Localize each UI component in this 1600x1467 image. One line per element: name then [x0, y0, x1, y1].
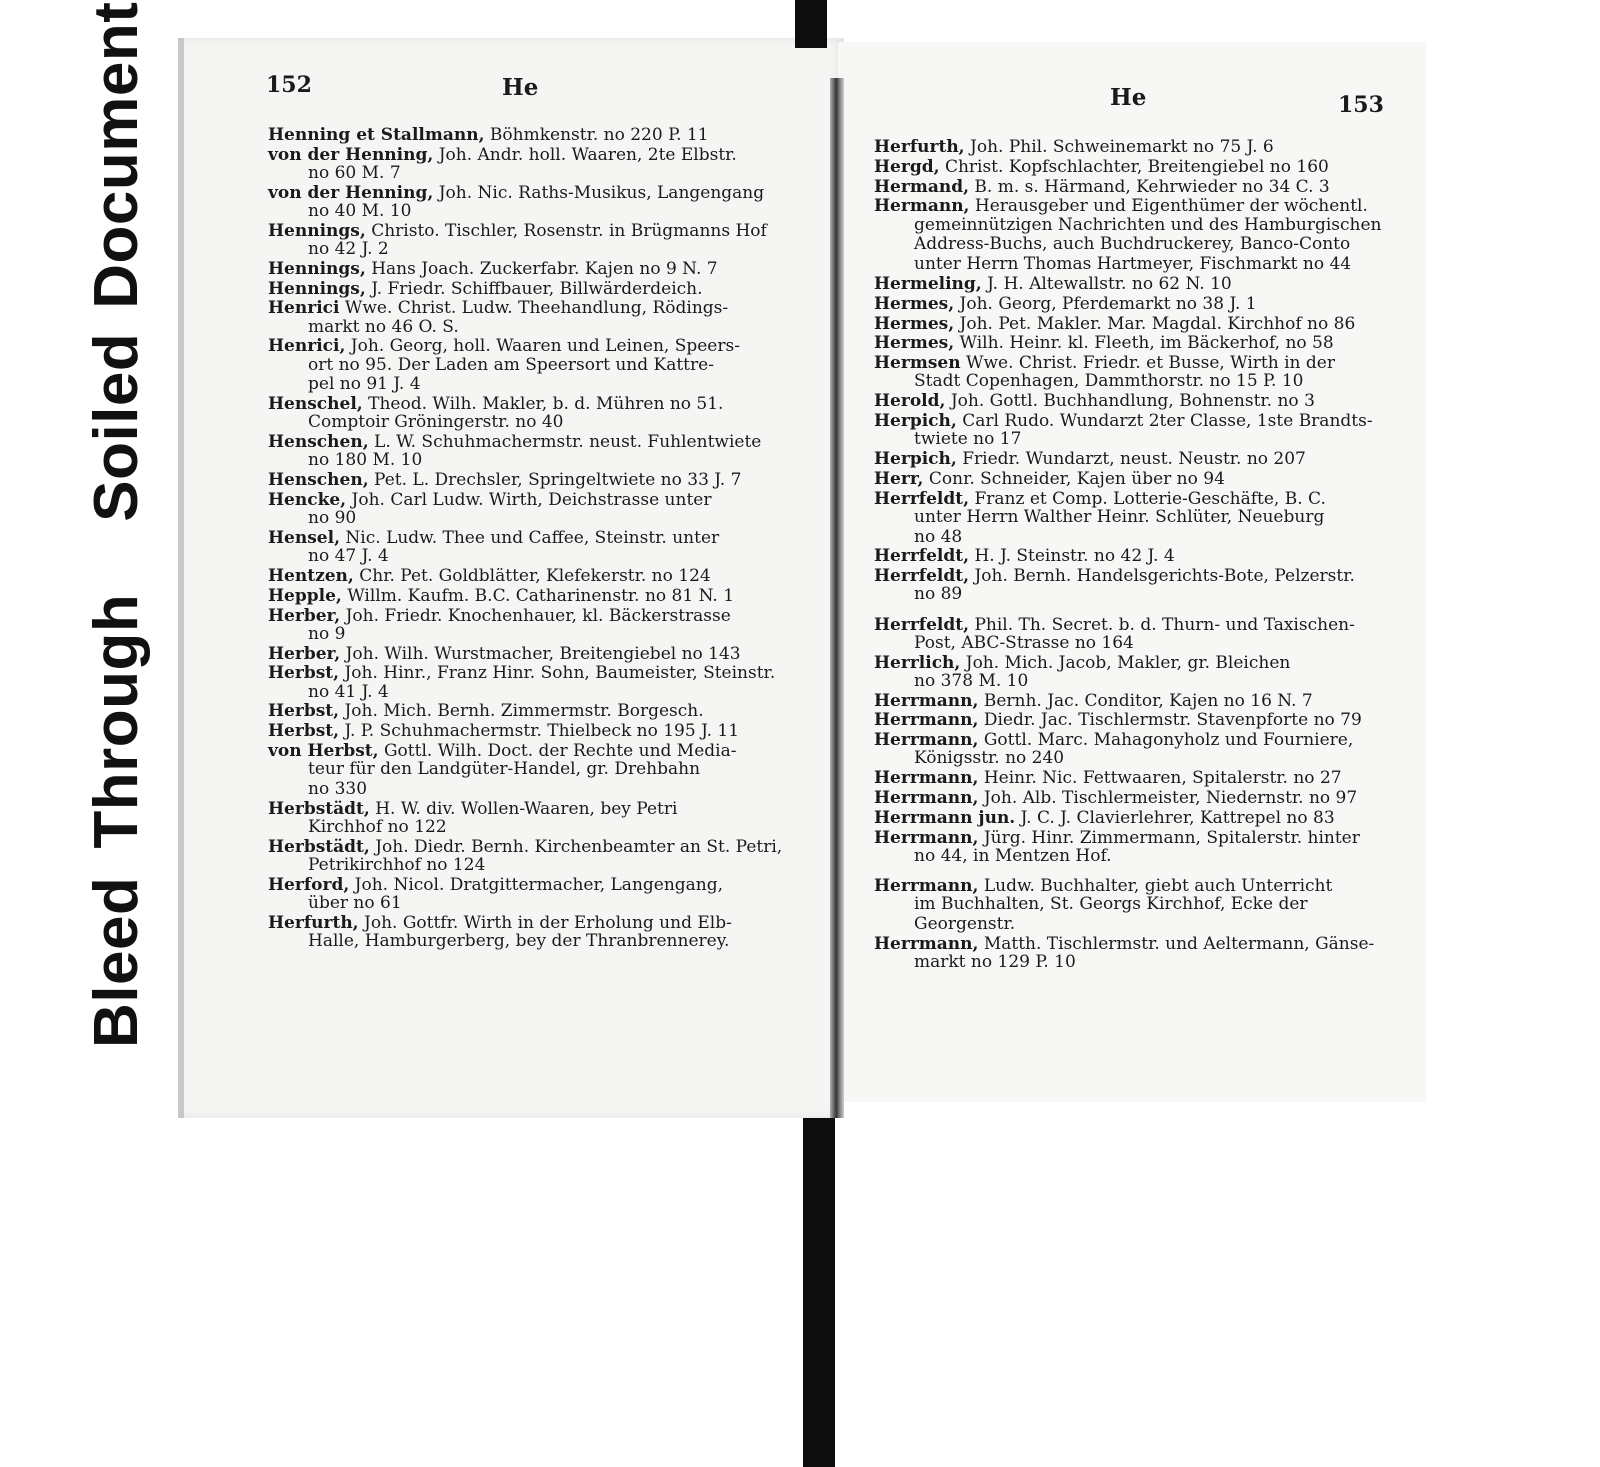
entry-line: [874, 470, 1394, 488]
entry-line: [268, 876, 828, 894]
binding-strip-top: [795, 0, 827, 48]
entry-line: [874, 616, 1394, 634]
entry-line: [874, 654, 1394, 672]
directory-entry: [874, 275, 1394, 293]
entry-text: J. P. Schuhmachermstr. Thielbeck no 195 J. 11: [344, 721, 740, 742]
entry-text: Joh. Alb. Tischlermeister, Niedernstr. no 97: [983, 787, 1358, 808]
entry-name: Herold,: [874, 391, 946, 412]
directory-entry: [268, 375, 828, 393]
entry-text: Joh. Georg, holl. Waaren und Leinen, Speers-: [350, 336, 740, 357]
entry-name: Herber,: [268, 605, 341, 626]
directory-entry: [874, 334, 1394, 352]
entry-line: [874, 412, 1394, 430]
directory-entry: [268, 184, 828, 220]
entry-text: Christo. Tischler, Rosenstr. in Brügmanns Hof: [371, 220, 767, 241]
entry-line: [268, 299, 828, 317]
entry-name: Herrmann,: [874, 690, 979, 711]
entry-name: Herbstädt,: [268, 836, 370, 857]
entry-continuation: no 60 M. 7: [308, 163, 401, 183]
directory-entry: [874, 158, 1394, 176]
directory-entry: [874, 255, 1394, 273]
entry-line: [874, 809, 1394, 827]
entry-name: Herrfeldt,: [874, 546, 970, 567]
entry-text: Phil. Th. Secret. b. d. Thurn- und Taxischen-: [974, 614, 1355, 635]
label-word: Soiled: [82, 332, 151, 522]
directory-entry: [874, 547, 1394, 565]
entry-line: [874, 877, 1394, 895]
entry-continuation: markt no 129 P. 10: [914, 951, 1076, 972]
directory-entry: [268, 664, 828, 700]
entry-text: Joh. Carl Ludw. Wirth, Deichstrasse unter: [351, 489, 712, 510]
entry-name: Hennings,: [268, 278, 366, 299]
directory-entry: [268, 337, 828, 373]
directory-entry: [268, 645, 828, 663]
entry-line: [268, 838, 828, 856]
entry-name: Herrmann,: [874, 730, 979, 751]
entry-line: [268, 184, 828, 202]
entry-continuation: gemeinnützigen Nachrichten und des Hamburgischen: [914, 214, 1382, 235]
entry-text: Joh. Nicol. Dratgittermacher, Langengang,: [354, 874, 724, 895]
document-label-strip: [62, 1, 172, 1060]
entry-continuation: no 90: [308, 508, 357, 529]
directory-entry: [268, 471, 828, 489]
entry-text: Joh. Hinr., Franz Hinr. Sohn, Baumeister, Steinstr.: [344, 663, 776, 684]
running-head: He: [1110, 84, 1147, 111]
entry-continuation: no 9: [308, 623, 346, 644]
entry-line: [268, 260, 828, 278]
directory-entry: [874, 470, 1394, 488]
directory-entry: [268, 876, 828, 912]
entry-continuation: Georgenstr.: [914, 913, 1016, 934]
entry-line: [874, 392, 1394, 410]
directory-entry: [268, 222, 828, 258]
directory-entry: [874, 490, 1394, 526]
directory-entry: [268, 529, 828, 565]
entry-continuation: Königsstr. no 240: [914, 748, 1065, 769]
entry-line: [268, 722, 828, 740]
entry-list: [874, 138, 1394, 973]
entry-text: Pet. L. Drechsler, Springeltwiete no 33 J. 7: [374, 470, 742, 491]
directory-entry: [874, 450, 1394, 468]
entry-text: Joh. Pet. Makler. Mar. Magdal. Kirchhof no 86: [959, 313, 1356, 334]
directory-entry: [874, 354, 1394, 390]
entry-text: Conr. Schneider, Kajen über no 94: [928, 468, 1225, 489]
entry-list: [268, 126, 828, 952]
entry-text: Joh. Nic. Raths-Musikus, Langengang: [438, 182, 765, 203]
entry-text: Joh. Georg, Pferdemarkt no 38 J. 1: [959, 293, 1257, 314]
entry-text: Christ. Kopfschlachter, Breitengiebel no 160: [944, 156, 1329, 177]
entry-line: [874, 567, 1394, 585]
entry-line: [268, 645, 828, 663]
binding-strip-bottom: [803, 1118, 835, 1467]
entry-line: [268, 337, 828, 355]
directory-entry: [268, 395, 828, 431]
open-book: [178, 38, 1414, 1118]
entry-name: Herrlich,: [874, 652, 961, 673]
directory-entry: [874, 769, 1394, 787]
entry-name: von Herbst,: [268, 740, 379, 761]
entry-line: [268, 126, 828, 144]
entry-continuation: teur für den Landgüter-Handel, gr. Drehbahn: [308, 759, 701, 780]
directory-entry: [874, 915, 1394, 933]
label-word: Through: [82, 593, 151, 849]
entry-continuation: pel no 91 J. 4: [308, 374, 421, 395]
entry-name: Hermsen: [874, 353, 961, 374]
entry-name: Herrfeldt,: [874, 488, 970, 509]
entry-line: [268, 587, 828, 605]
directory-entry: [268, 299, 828, 335]
entry-text: Nic. Ludw. Thee und Caffee, Steinstr. unter: [345, 527, 720, 548]
entry-line: [268, 433, 828, 451]
entry-line: [268, 395, 828, 413]
directory-entry: [268, 491, 828, 527]
entry-line: [268, 491, 828, 509]
entry-name: Henrici: [268, 298, 340, 319]
entry-text: Joh. Bernh. Handelsgerichts-Bote, Pelzerstr.: [974, 566, 1355, 587]
entry-text: Matth. Tischlermstr. und Aeltermann, Gänse-: [983, 933, 1375, 954]
entry-name: Herpich,: [874, 448, 957, 469]
directory-entry: [874, 178, 1394, 196]
entry-name: Henning et Stallmann,: [268, 125, 485, 145]
entry-line: [268, 702, 828, 720]
entry-continuation: Address-Buchs, auch Buchdruckerey, Banco-Conto: [914, 234, 1351, 255]
entry-continuation: unter Herrn Thomas Hartmeyer, Fischmarkt no 44: [914, 254, 1352, 275]
entry-continuation: no 42 J. 2: [308, 239, 389, 259]
directory-entry: [268, 914, 828, 950]
directory-entry: [874, 935, 1394, 971]
directory-entry: [268, 780, 828, 798]
directory-entry: [874, 528, 1394, 546]
entry-text: Joh. Wilh. Wurstmacher, Breitengiebel no 143: [345, 643, 741, 664]
entry-text: Franz et Comp. Lotterie-Geschäfte, B. C.: [974, 488, 1326, 509]
entry-text: H. J. Steinstr. no 42 J. 4: [974, 546, 1175, 567]
entry-line: [268, 529, 828, 547]
entry-text: Gottl. Marc. Mahagonyholz und Fourniere,: [983, 730, 1354, 751]
entry-name: Hencke,: [268, 489, 347, 510]
entry-name: Hermeling,: [874, 273, 982, 294]
entry-name: Henrici,: [268, 336, 346, 357]
entry-text: Theod. Wilh. Makler, b. d. Mühren no 51.: [368, 394, 724, 415]
entry-text: Herausgeber und Eigenthümer der wöchentl.: [974, 196, 1368, 217]
entry-name: Herber,: [268, 643, 341, 664]
entry-continuation: Halle, Hamburgerberg, bey der Thranbrennerey.: [308, 930, 730, 951]
entry-name: Herrmann,: [874, 787, 979, 808]
directory-entry: [874, 789, 1394, 807]
entry-line: [874, 731, 1394, 749]
entry-text: Carl Rudo. Wundarzt 2ter Classe, 1ste Brandts-: [962, 410, 1373, 431]
entry-name: Herfurth,: [268, 912, 359, 933]
running-head: He: [502, 74, 539, 101]
label-word: Bleed: [82, 876, 151, 1048]
entry-name: Hepple,: [268, 585, 342, 606]
entry-name: Herford,: [268, 874, 350, 895]
entry-line: [874, 547, 1394, 565]
entry-line: [268, 280, 828, 298]
entry-name: Henschen,: [268, 432, 369, 453]
entry-text: Wilh. Heinr. kl. Fleeth, im Bäckerhof, no 58: [959, 333, 1334, 354]
entry-name: Hergd,: [874, 156, 940, 177]
entry-continuation: Kirchhof no 122: [308, 816, 447, 837]
entry-text: Joh. Andr. holl. Waaren, 2te Elbstr.: [438, 144, 737, 165]
entry-text: Joh. Gottl. Buchhandlung, Bohnenstr. no 3: [950, 391, 1315, 412]
entry-line: [268, 914, 828, 932]
directory-entry: [874, 809, 1394, 827]
entry-text: H. W. div. Wollen-Waaren, bey Petri: [375, 798, 678, 819]
entry-text: J. H. Altewallstr. no 62 N. 10: [987, 273, 1232, 294]
entry-name: Herrmann,: [874, 768, 979, 789]
directory-entry: [874, 616, 1394, 652]
right-page: [838, 42, 1426, 1102]
entry-name: Hentzen,: [268, 565, 354, 586]
entry-name: von der Henning,: [268, 182, 434, 203]
entry-continuation: no 44, in Mentzen Hof.: [914, 845, 1112, 866]
directory-entry: [874, 235, 1394, 253]
entry-name: Herbst,: [268, 721, 340, 742]
entry-continuation: no 48: [914, 526, 963, 547]
entry-text: Wwe. Christ. Friedr. et Busse, Wirth in der: [965, 353, 1335, 374]
entry-name: Herr,: [874, 468, 924, 489]
entry-text: J. Friedr. Schiffbauer, Billwärderdeich.: [371, 278, 703, 299]
entry-line: [874, 769, 1394, 787]
directory-entry: [268, 742, 828, 778]
entry-line: [874, 450, 1394, 468]
directory-entry: [268, 607, 828, 643]
entry-line: [874, 138, 1394, 156]
directory-entry: [268, 702, 828, 720]
entry-text: Joh. Gottfr. Wirth in der Erholung und Elb-: [364, 912, 732, 933]
entry-name: Hermes,: [874, 333, 955, 354]
entry-text: Ludw. Buchhalter, giebt auch Unterricht: [983, 875, 1333, 896]
entry-continuation: Post, ABC-Strasse no 164: [914, 632, 1134, 653]
entry-continuation: no 180 M. 10: [308, 450, 423, 471]
entry-name: Hennings,: [268, 258, 366, 279]
directory-entry: [268, 433, 828, 469]
entry-line: [268, 800, 828, 818]
directory-entry: [268, 567, 828, 585]
entry-line: [874, 158, 1394, 176]
entry-name: Hennings,: [268, 220, 366, 241]
entry-name: Herrmann,: [874, 875, 979, 896]
entry-text: Böhmkenstr. no 220 P. 11: [489, 125, 709, 145]
entry-name: Hermann,: [874, 196, 970, 217]
entry-name: Herrmann,: [874, 933, 979, 954]
entry-name: Herpich,: [874, 410, 957, 431]
entry-line: [268, 742, 828, 760]
entry-line: [874, 490, 1394, 508]
entry-line: [874, 334, 1394, 352]
entry-text: Joh. Mich. Bernh. Zimmermstr. Borgesch.: [344, 701, 704, 722]
entry-name: Henschel,: [268, 394, 363, 415]
directory-entry: [874, 315, 1394, 333]
directory-entry: [268, 280, 828, 298]
directory-entry: [874, 138, 1394, 156]
entry-line: [874, 197, 1394, 215]
entry-name: Herfurth,: [874, 137, 965, 157]
entry-continuation: im Buchhalten, St. Georgs Kirchhof, Ecke der: [914, 894, 1308, 915]
entry-continuation: ort no 95. Der Laden am Speersort und Kattre-: [308, 354, 714, 375]
entry-text: Joh. Mich. Jacob, Makler, gr. Bleichen: [965, 652, 1291, 673]
entry-name: Herbst,: [268, 663, 340, 684]
entry-line: [874, 315, 1394, 333]
directory-entry: [268, 838, 828, 874]
entry-line: [874, 354, 1394, 372]
entry-continuation: Petrikirchhof no 124: [308, 854, 486, 875]
entry-continuation: no 47 J. 4: [308, 546, 389, 567]
entry-continuation: über no 61: [308, 892, 402, 913]
entry-line: [268, 471, 828, 489]
entry-name: Herrfeldt,: [874, 614, 970, 635]
entry-line: [268, 222, 828, 240]
entry-line: [268, 567, 828, 585]
entry-name: Hermes,: [874, 313, 955, 334]
entry-name: Hermand,: [874, 176, 970, 197]
entry-line: [268, 146, 828, 164]
directory-entry: [874, 412, 1394, 448]
entry-text: Bernh. Jac. Conditor, Kajen no 16 N. 7: [983, 690, 1313, 711]
directory-entry: [874, 392, 1394, 410]
entry-name: Hermes,: [874, 293, 955, 314]
entry-continuation: no 330: [308, 778, 368, 799]
directory-entry: [268, 126, 828, 144]
entry-text: Jürg. Hinr. Zimmermann, Spitalerstr. hinter: [983, 827, 1360, 848]
directory-entry: [268, 722, 828, 740]
entry-text: Hans Joach. Zuckerfabr. Kajen no 9 N. 7: [371, 258, 718, 279]
entry-name: Herrmann,: [874, 710, 979, 731]
page-number: 152: [266, 72, 312, 98]
entry-line: [874, 178, 1394, 196]
entry-continuation: twiete no 17: [914, 429, 1022, 450]
entry-text: L. W. Schuhmachermstr. neust. Fuhlentwiete: [374, 432, 762, 453]
directory-entry: [874, 295, 1394, 313]
entry-text: Joh. Diedr. Bernh. Kirchenbeamter an St. Petri,: [375, 836, 783, 857]
entry-name: Herrfeldt,: [874, 566, 970, 587]
entry-name: Herrmann,: [874, 827, 979, 848]
entry-name: Herbstädt,: [268, 798, 370, 819]
entry-continuation: no 40 M. 10: [308, 201, 412, 221]
directory-entry: [268, 146, 828, 182]
page-number: 153: [1338, 92, 1384, 118]
directory-entry: [874, 567, 1394, 603]
entry-text: Joh. Phil. Schweinemarkt no 75 J. 6: [970, 137, 1274, 157]
entry-line: [874, 295, 1394, 313]
directory-entry: [268, 260, 828, 278]
label-word: Document: [82, 1, 151, 309]
left-page: [178, 38, 844, 1118]
entry-line: [874, 789, 1394, 807]
entry-name: Herbst,: [268, 701, 340, 722]
directory-entry: [268, 800, 828, 836]
entry-line: [874, 711, 1394, 729]
entry-continuation: no 41 J. 4: [308, 681, 389, 702]
entry-text: Joh. Friedr. Knochenhauer, kl. Bäckerstrasse: [345, 605, 731, 626]
entry-text: B. m. s. Härmand, Kehrwieder no 34 C. 3: [974, 176, 1330, 197]
entry-text: Heinr. Nic. Fettwaaren, Spitalerstr. no 27: [983, 768, 1342, 789]
entry-line: [874, 829, 1394, 847]
directory-entry: [874, 731, 1394, 767]
entry-continuation: markt no 46 O. S.: [308, 316, 459, 337]
entry-text: Friedr. Wundarzt, neust. Neustr. no 207: [962, 448, 1306, 469]
entry-text: Wwe. Christ. Ludw. Theehandlung, Rödings-: [344, 298, 729, 319]
entry-text: Diedr. Jac. Tischlermstr. Stavenpforte no 79: [983, 710, 1362, 731]
entry-line: [874, 275, 1394, 293]
entry-continuation: no 378 M. 10: [914, 670, 1029, 691]
entry-continuation: unter Herrn Walther Heinr. Schlüter, Neueburg: [914, 506, 1325, 527]
document-condition-label: [77, 1, 157, 1048]
entry-text: Gottl. Wilh. Doct. der Rechte und Media-: [383, 740, 737, 761]
directory-entry: [874, 692, 1394, 710]
entry-line: [874, 692, 1394, 710]
directory-entry: [874, 711, 1394, 729]
directory-entry: [874, 829, 1394, 865]
entry-name: Hensel,: [268, 527, 341, 548]
directory-entry: [874, 877, 1394, 913]
entry-line: [874, 935, 1394, 953]
entry-text: Willm. Kaufm. B.C. Catharinenstr. no 81 N. 1: [347, 585, 735, 606]
directory-entry: [268, 587, 828, 605]
entry-line: [268, 607, 828, 625]
entry-name: Henschen,: [268, 470, 369, 491]
directory-entry: [874, 197, 1394, 233]
directory-entry: [874, 654, 1394, 690]
book-gutter: [830, 78, 844, 1118]
entry-line: [268, 664, 828, 682]
entry-name: Herrmann jun.: [874, 807, 1016, 828]
entry-continuation: Comptoir Gröningerstr. no 40: [308, 412, 564, 433]
entry-text: Chr. Pet. Goldblätter, Klefekerstr. no 124: [359, 565, 711, 586]
entry-continuation: no 89: [914, 584, 963, 605]
entry-text: J. C. J. Clavierlehrer, Kattrepel no 83: [1020, 807, 1335, 828]
entry-continuation: Stadt Copenhagen, Dammthorstr. no 15 P. 10: [914, 371, 1304, 392]
entry-name: von der Henning,: [268, 144, 434, 165]
